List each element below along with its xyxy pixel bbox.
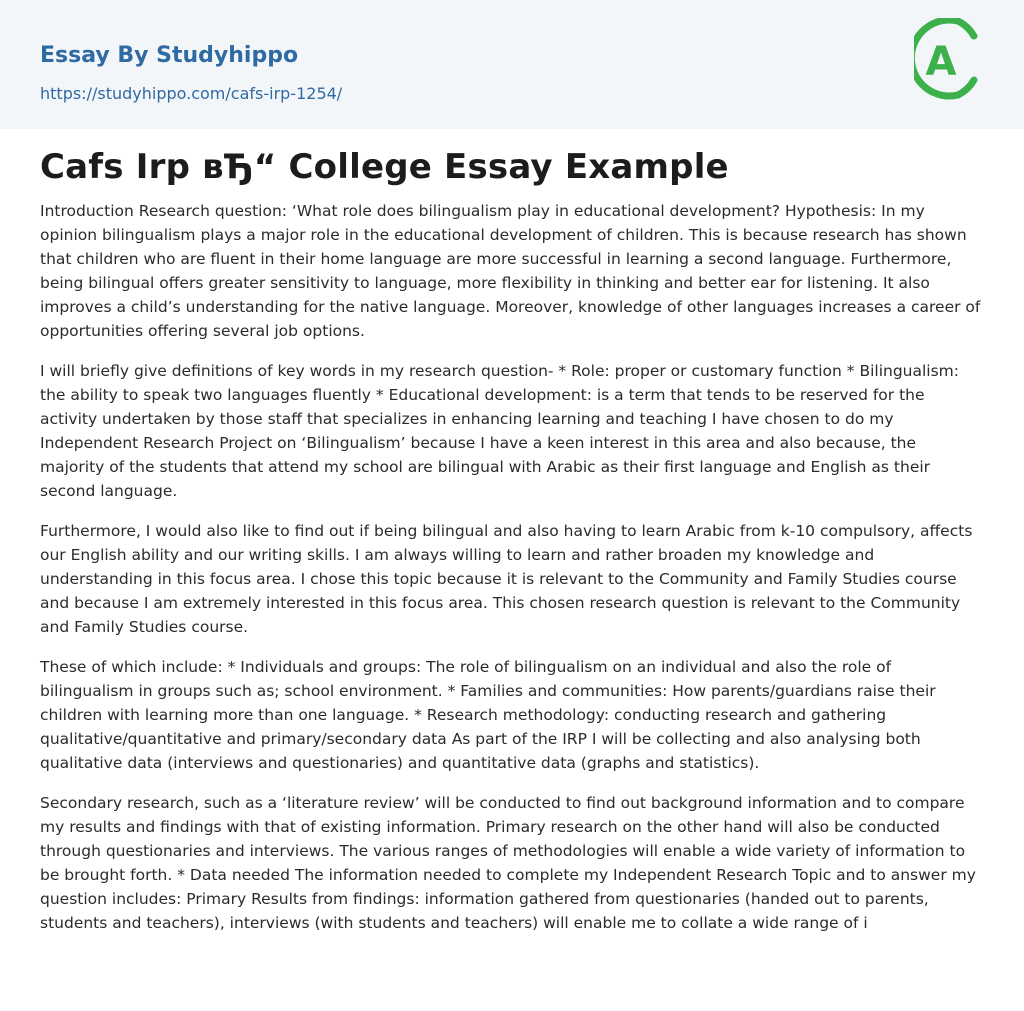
essay-paragraph: I will briefly give definitions of key words in my research question- * Role: proper or customary function * Bilingualism: the ability to speak two languages fluently * Educational development: is a term that tends to be reserved for the activity undertaken by those staff that specializes in enhancing learning and teaching I have chosen to do my Independent Research Project on ‘Bilingualism’ because I have a keen interest in this area and also because, the majority of the students that attend my school are bilingual with Arabic as their first language and English as their second language. <box>40 362 959 500</box>
brand-title[interactable]: Essay By Studyhippo <box>40 43 299 68</box>
logo-letter: A <box>925 39 957 85</box>
essay-paragraph: These of which include: * Individuals and groups: The role of bilingualism on an individual and also the role of bilingualism in groups such as; school environment. * Families and communities: How parents/guardians raise their children with learning more than one language. * Research methodology: conducting research and gathering qualitative/quantitative and primary/secondary data As part of the IRP I will be collecting and also analysing both qualitative data (interviews and questionaries) and quantitative data (graphs and statistics). <box>40 658 936 772</box>
site-header <box>0 0 1024 129</box>
essay-title: Cafs Irp вЂ“ College Essay Example <box>40 147 729 187</box>
essay-url-link[interactable]: https://studyhippo.com/cafs-irp-1254/ <box>40 84 343 103</box>
studyhippo-logo-icon[interactable] <box>914 18 986 106</box>
essay-content <box>0 129 1024 935</box>
essay-paragraph: Secondary research, such as a ‘literature review’ will be conducted to find out background information and to compare my results and findings with that of existing information. Primary research on the other hand will also be conducted through questionaries and interviews. The various ranges of methodologies will enable a wide variety of information to be brought forth. * Data needed The information needed to complete my Independent Research Topic and to answer my question includes: Primary Results from findings: information gathered from questionaries (handed out to parents, students and teachers), interviews (with students and teachers) will enable me to collate a wide range of i <box>40 794 976 932</box>
essay-paragraph: Furthermore, I would also like to find out if being bilingual and also having to learn Arabic from k-10 compulsory, affects our English ability and our writing skills. I am always willing to learn and rather broaden my knowledge and understanding in this focus area. I chose this topic because it is relevant to the Community and Family Studies course and because I am extremely interested in this focus area. This chosen research question is relevant to the Community and Family Studies course. <box>40 522 973 636</box>
essay-paragraph: Introduction Research question: ‘What role does bilingualism play in educational development? Hypothesis: In my opinion bilingualism plays a major role in the educational development of children. This is because research has shown that children who are fluent in their home language are more successful in learning a second language. Furthermore, being bilingual offers greater sensitivity to language, more flexibility in thinking and better ear for listening. It also improves a child’s understanding for the native language. Moreover, knowledge of other languages increases a career of opportunities offering several job options. <box>40 202 981 340</box>
